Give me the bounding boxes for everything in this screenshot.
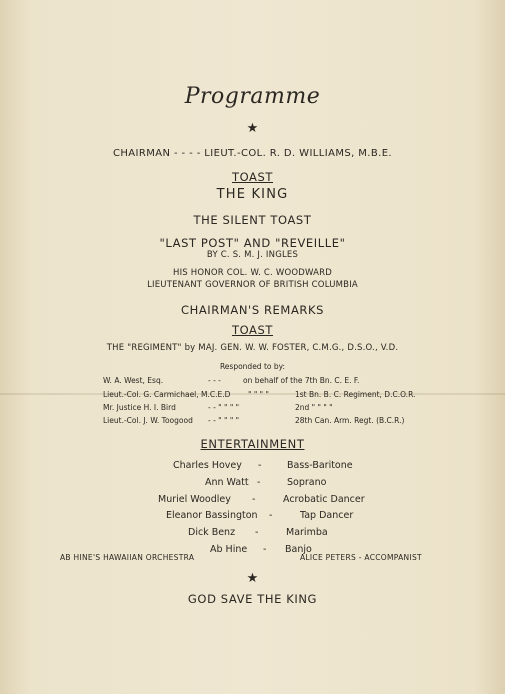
last-post-line: "LAST POST" AND "REVEILLE" [159,236,346,250]
responder-role: 2nd " " " " [295,403,333,412]
honor-line-1: HIS HONOR COL. W. C. WOODWARD [172,268,332,278]
responder-dashes: - - " " " " [208,403,240,412]
responder-dashes: - - " " " " [208,416,240,425]
performer-act: Bass-Baritone [287,460,353,471]
responder-dashes: - - - [208,376,221,385]
performer-name: Dick Benz [188,527,236,538]
performer-name: Charles Hovey [173,460,242,471]
silent-toast: THE SILENT TOAST [193,213,312,227]
performer-act: Acrobatic Dancer [283,494,365,505]
responder-role: 28th Can. Arm. Regt. (B.C.R.) [295,416,405,425]
responder-dashes: " " " " [248,390,269,399]
performer-dash: - [269,510,273,521]
accompanist: ALICE PETERS - ACCOMPANIST [300,553,422,562]
performer-act: Soprano [287,477,327,488]
chairmans-remarks: CHAIRMAN'S REMARKS [180,303,325,317]
performer-dash: - [258,460,262,471]
regiment-line: THE "REGIMENT" by MAJ. GEN. W. W. FOSTER, C.M.G., D.S.O., V.D. [106,343,399,353]
performer-name: Eleanor Bassington [166,510,258,521]
chairman-line: CHAIRMAN - - - - LIEUT.-COL. R. D. WILLIAMS, M.B.E. [112,148,393,159]
responder-name: Lieut.-Col. G. Carmichael, M.C.E.D [103,390,231,399]
performer-name: Ann Watt [205,477,249,488]
entertainment-heading: ENTERTAINMENT [200,437,305,451]
performer-act: Marimba [286,527,328,538]
performer-act: Tap Dancer [300,510,354,521]
toast-heading-2: TOAST [231,323,274,337]
performer-dash: - [255,527,259,538]
star-icon: ★ [246,571,259,586]
toast-king: THE KING [216,187,289,202]
responder-name: W. A. West, Esq. [103,376,164,385]
performer-name: Muriel Woodley [158,494,231,505]
performer-dash: - [257,477,261,488]
performer-act: Banjo [285,544,312,555]
orchestra: AB HINE'S HAWAIIAN ORCHESTRA [60,553,195,562]
last-post-by: BY C. S. M. J. INGLES [206,250,299,260]
responder-name: Mr. Justice H. I. Bird [103,403,176,412]
closing-line: GOD SAVE THE KING [187,592,318,606]
responded-to-by: Responded to by: [219,362,286,371]
honor-line-2: LIEUTENANT GOVERNOR OF BRITISH COLUMBIA [147,280,358,290]
star-icon: ★ [246,121,259,136]
toast-heading: TOAST [231,170,274,184]
responder-role: 1st Bn. B. C. Regiment, D.C.O.R. [295,390,416,399]
performer-dash: - [263,544,267,555]
responder-role: on behalf of the 7th Bn. C. E. F. [243,376,360,385]
performer-name: Ab Hine [210,544,248,555]
responder-name: Lieut.-Col. J. W. Toogood [103,416,193,425]
programme-title: Programme [184,84,321,109]
performer-dash: - [252,494,256,505]
